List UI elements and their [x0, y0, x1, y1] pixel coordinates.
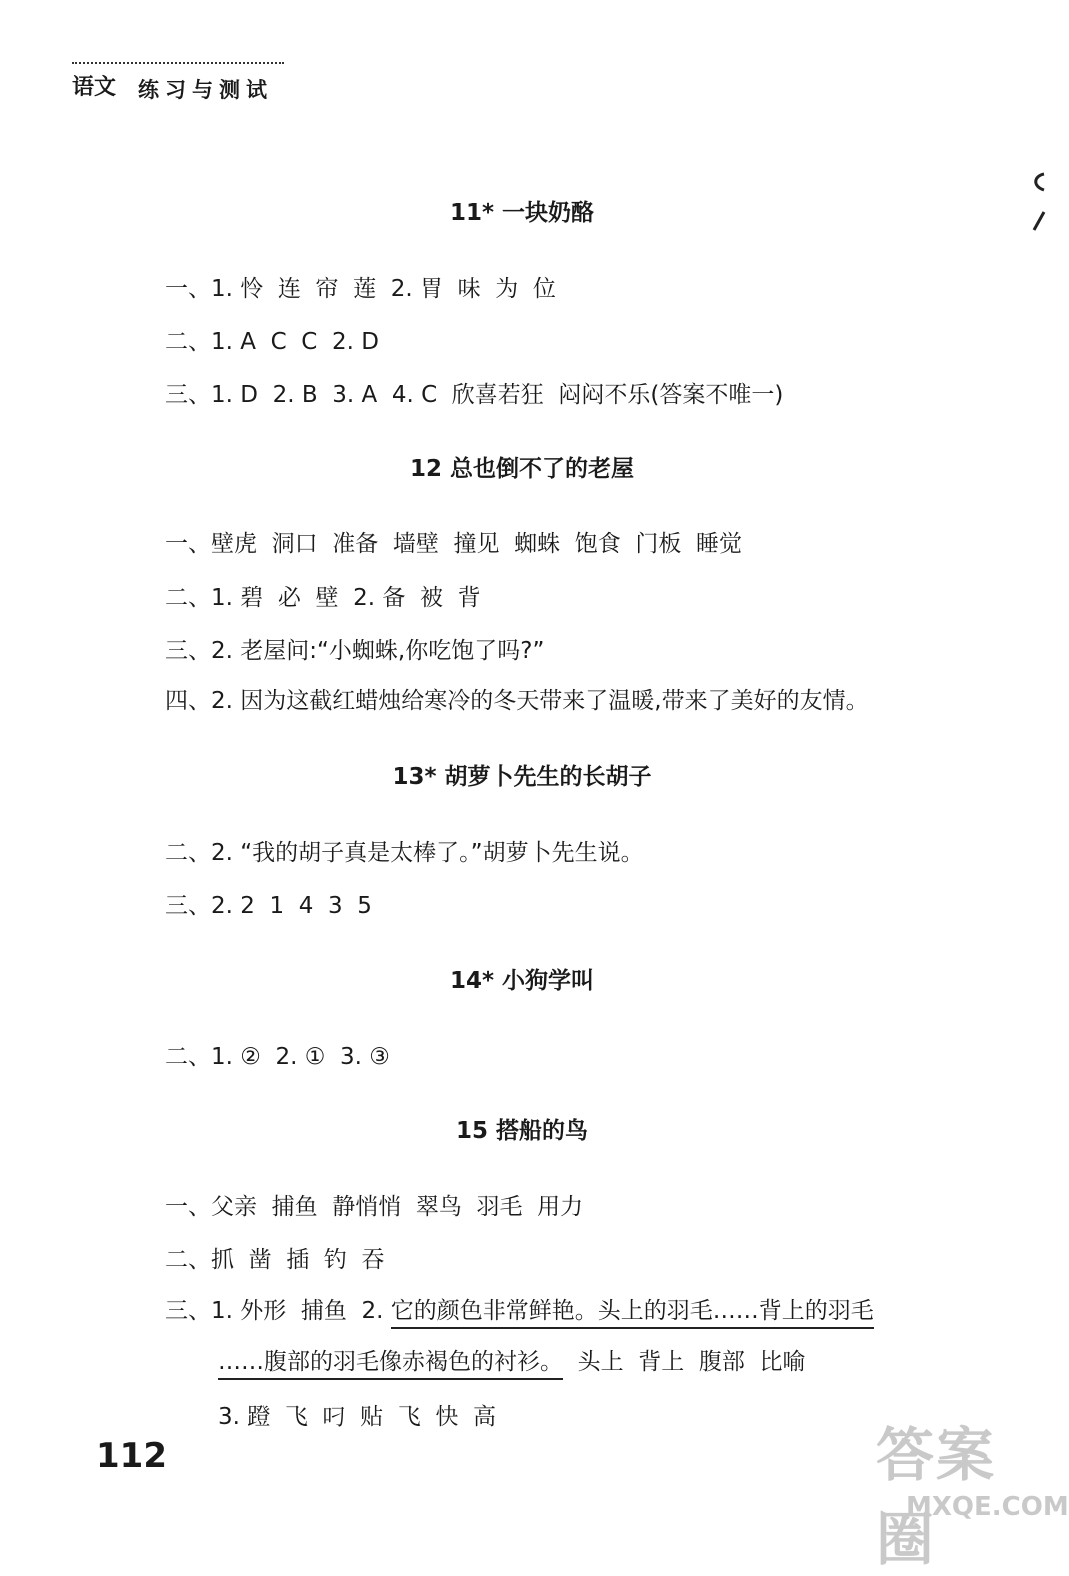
watermark-site: MXQE.COM [906, 1492, 1069, 1522]
section-title: 15 搭船的鸟 [455, 1118, 588, 1144]
section-title: 13* 胡萝卜先生的长胡子 [392, 764, 652, 790]
watermark-chars: 答案圈 [876, 1421, 997, 1573]
underlined-sentence: 它的颜色非常鲜艳。头上的羽毛……背上的羽毛 [391, 1298, 874, 1329]
answer-lead: 三、1. 外形 捕鱼 2. [165, 1298, 391, 1324]
answer-line: 一、1. 怜 连 帘 莲 2. 胃 味 为 位 [165, 276, 556, 302]
section-title: 14* 小狗学叫 [449, 968, 595, 994]
section-title: 11* 一块奶酪 [449, 200, 595, 226]
site-watermark [876, 1408, 1069, 1573]
answer-line [218, 1343, 806, 1376]
answer-line: 一、壁虎 洞口 准备 墙壁 撞见 蜘蛛 饱食 门板 睡觉 [165, 531, 742, 557]
running-header [72, 62, 284, 100]
answer-line: 三、1. D 2. B 3. A 4. C 欣喜若狂 闷闷不乐(答案不唯一) [165, 382, 784, 408]
answer-line: 四、2. 因为这截红蜡烛给寒冷的冬天带来了温暖,带来了美好的友情。 [165, 688, 869, 714]
answer-line: 二、1. 碧 必 壁 2. 备 被 背 [165, 585, 481, 611]
answer-line: 二、1. A C C 2. D [165, 329, 379, 355]
answer-line: 二、1. ② 2. ① 3. ③ [165, 1044, 390, 1070]
answer-line: 3. 蹬 飞 叼 贴 飞 快 高 [218, 1404, 496, 1430]
section-title: 12 总也倒不了的老屋 [409, 456, 634, 482]
answer-line: 三、2. 2 1 4 3 5 [165, 893, 372, 919]
subject-label: 语文 [72, 75, 117, 100]
answer-line: 二、2. “我的胡子真是太棒了。”胡萝卜先生说。 [165, 840, 644, 866]
answer-line [165, 1292, 874, 1325]
underlined-sentence: ……腹部的羽毛像赤褐色的衬衫。 [218, 1349, 563, 1380]
answer-line: 三、2. 老屋问:“小蜘蛛,你吃饱了吗?” [165, 638, 545, 664]
header-dotted-rule [72, 62, 284, 64]
answer-line: 二、抓 凿 插 钓 吞 [165, 1247, 385, 1273]
answer-rest: 头上 背上 腹部 比喻 [563, 1349, 806, 1375]
book-title: 练习与测试 [138, 78, 273, 102]
page-number: 112 [96, 1436, 167, 1476]
answer-line: 一、父亲 捕鱼 静悄悄 翠鸟 羽毛 用力 [165, 1194, 584, 1220]
